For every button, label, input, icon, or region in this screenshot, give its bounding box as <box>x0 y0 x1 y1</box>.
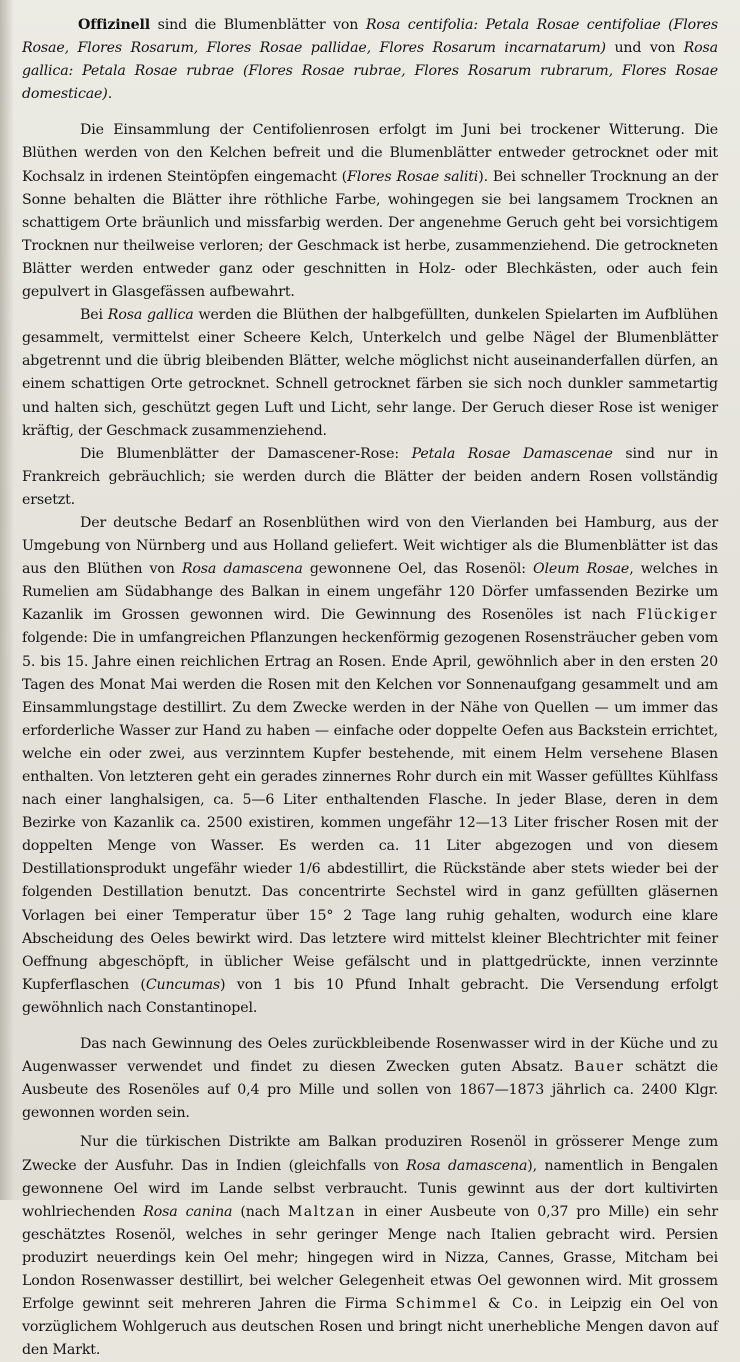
text-run: (nach <box>232 1203 288 1220</box>
latin-term: Petala Rosae Damascenae <box>411 445 613 462</box>
text-run: folgende: Die in umfangreichen Pflanzungen heckenförmig gezogenen Rosensträucher geben vom 5. bis 15. Jahre einen reichlichen Ertrag an Rosen. Ende April, gewöhnlich aber in den ersten 20 Tagen des Monat Mai werden die Rosen mit den Kelchen vor Sonnenaufgang gesammelt und am Einsammlungstage destillirt. Zu dem Zwecke werden in der Nähe von Quellen — um immer das erforderliche Wasser zur Hand zu haben — einfache oder doppelte Oefen aus Backstein errichtet, welche ein oder zwei, aus verzinntem Kupfer bestehende, mit einem Helm versehene Blasen enthalten. Von letzteren geht ein gerades zinnernes Rohr durch ein mit Wasser gefülltes Kühlfass nach einer langhalsigen, ca. 5—6 Liter enthaltenden Flasche. In jeder Blase, deren in dem Bezirke von Kazanlik ca. 2500 existiren, kommen ungefähr 12—13 Liter frischer Rosen mit der doppelten Menge von Wasser. Es werden ca. 11 Liter abgezogen und von diesem Destillationsprodukt ungefähr wieder 1/6 abdestillirt, die Rückstände aber stets wieder bei der folgenden Destillation benutzt. Das concentrirte Sechstel wird in ganz gefüllten gläsernen Vorlagen bei einer Temperatur über 15° 2 Tage lang ruhig gehalten, wodurch eine klare Abscheidung des Oeles bewirkt wird. Das letztere wird mittelst kleiner Blechtrichter mit feiner Oeffnung abgeschöpft, in üblicher Weise gefälscht und in plattgedrückte, innen verzinnte Kupferflaschen ( <box>22 630 718 993</box>
text-run: Der deutsche Bedarf an Rosenblüthen wird von den Vierlanden bei Hamburg, aus der Umgebung von Nürnberg und aus Holland geliefert. Weit wichtiger als die Blumenblätter ist das aus den Blüthen von <box>22 514 718 578</box>
paragraph <box>22 119 718 304</box>
spaced-name: Maltzan <box>287 1203 356 1220</box>
text-run: Nur die türkischen Distrikte am Balkan produziren Rosenöl in grösserer Menge zum Zwecke der Ausfuhr. Das in Indien (gleichfalls von <box>22 1134 718 1174</box>
paragraph <box>22 1131 718 1362</box>
text-run: ), namentlich in Bengalen gewonnene Oel wird im Lande selbst verbraucht. Tunis gewinnt aus der dort kultivirten wohlriechenden <box>22 1157 719 1220</box>
text-run: in Leipzig ein Oel von vorzüglichem Wohlgeruch aus deutschen Rosen und bringt nicht unerhebliche Mengen davon auf den Markt. <box>22 1296 718 1359</box>
latin-term: Rosa damascena <box>406 1157 528 1174</box>
text-run: Die Blumenblätter der Damascener-Rose: <box>80 445 412 462</box>
latin-term: Cuncumas <box>145 976 221 993</box>
text-run: ) von 1 bis 10 Pfund Inhalt gebracht. Die Versendung erfolgt gewöhnlich nach Constantinopel. <box>22 976 718 1016</box>
latin-term: Rosa gallica <box>107 307 194 324</box>
text-run: werden die Blüthen der halbgefüllten, dunkelen Spielarten im Aufblühen gesammelt, vermittelst einer Scheere Kelch, Unterkelch und gelbe Nägel der Blumenblätter abgetrennt und die übrig bleibenden Blätter, welche möglichst nicht auseinanderfallen dürfen, an einem schattigen Orte getrocknet. Schnell getrocknet färben sie sich noch dunkler sammetartig und halten sich, geschützt gegen Luft und Licht, sehr lange. Der Geruch dieser Rose ist weniger kräftig, der Geschmack zusammenziehend. <box>22 307 719 439</box>
text-run: Die Einsammlung der Centifolienrosen erfolgt im Juni bei trockener Witterung. Die Blüthen werden von den Kelchen befreit und die Blumenblätter entweder getrocknet oder mit Kochsalz in irdenen Steintöpfen eingemacht ( <box>22 122 718 185</box>
paragraph <box>22 512 718 1020</box>
spaced-name: Flückiger <box>636 607 718 624</box>
paragraph <box>22 304 718 443</box>
text-run: und von <box>605 40 684 57</box>
text-run: Bei <box>80 307 108 324</box>
text-run: sind die Blumenblätter von <box>150 17 366 33</box>
latin-term: Rosa centifolia: Petala Rosae centifoliae (Flores Rosae, Flores Rosarum, Flores Rosae pallidae, Flores Rosarum incarnatarum) <box>22 17 718 57</box>
text-run: ). Bei schneller Trocknung an der Sonne behalten die Blätter ihre röthliche Farbe, wohingegen sie bei langsamem Trocknen an schattigem Orte bräunlich und missfarbig werden. Der angenehme Geruch geht bei vorsichtigem Trocknen nur theilweise verloren; der Geschmack ist herbe, zusammenziehend. Die getrockneten Blätter werden entweder ganz oder geschnitten in Holz- oder Blechkästen, oder auch fein gepulvert in Glasgefässen aufbewahrt. <box>22 168 718 301</box>
text-run: , welches in Rumelien am Südabhange des Balkan in einem ungefähr 120 Dörfer umfassenden Bezirke um Kazanlik im Grossen gewonnen wird. Die Gewinnung des Rosenöles ist nach <box>22 561 719 624</box>
spaced-name: Bauer <box>574 1059 625 1076</box>
text-run: gewonnene Oel, das Rosenöl: <box>302 561 534 578</box>
latin-term: Rosa canina <box>143 1203 233 1220</box>
page-edge-shadow <box>0 0 14 1200</box>
text-run: . <box>107 86 113 103</box>
text-run: Das nach Gewinnung des Oeles zurückbleibende Rosenwasser wird in der Küche und zu Augenwasser verwendet und findet zu diesen Zwecken guten Absatz. <box>22 1036 718 1076</box>
paragraph <box>22 443 718 512</box>
spaced-name: Schimmel & Co. <box>395 1296 540 1313</box>
paragraph <box>22 1033 718 1125</box>
text-run: sind nur in Frankreich gebräuchlich; sie werden durch die Blätter der beiden andern Rosen vollständig ersetzt. <box>22 445 719 508</box>
bold-term: Offizinell <box>78 17 151 33</box>
latin-term: Oleum Rosae <box>533 561 630 578</box>
latin-term: Rosa gallica: Petala Rosae rubrae (Flores Rosae rubrae, Flores Rosarum rubrarum, Flores Rosae domesticae) <box>22 40 718 103</box>
text-run: schätzt die Ausbeute des Rosenöles auf 0,4 pro Mille und sollen von 1867—1873 jährlich ca. 2400 Klgr. gewonnen worden sein. <box>22 1059 718 1122</box>
text-run: in einer Ausbeute von 0,37 pro Mille) ein sehr geschätztes Rosenöl, welches in sehr geringer Menge nach Italien gebracht wird. Persien produzirt neuerdings kein Oel mehr; hingegen wird in Nizza, Cannes, Grasse, Mitcham bei London Rosenwasser destillirt, bei welcher Gelegenheit etwas Oel gewonnen wird. Mit grossem Erfolge gewinnt seit mehreren Jahren die Firma <box>22 1203 718 1313</box>
latin-term: Flores Rosae saliti <box>347 168 479 185</box>
latin-term: Rosa damascena <box>181 561 303 578</box>
paragraph <box>22 14 718 106</box>
